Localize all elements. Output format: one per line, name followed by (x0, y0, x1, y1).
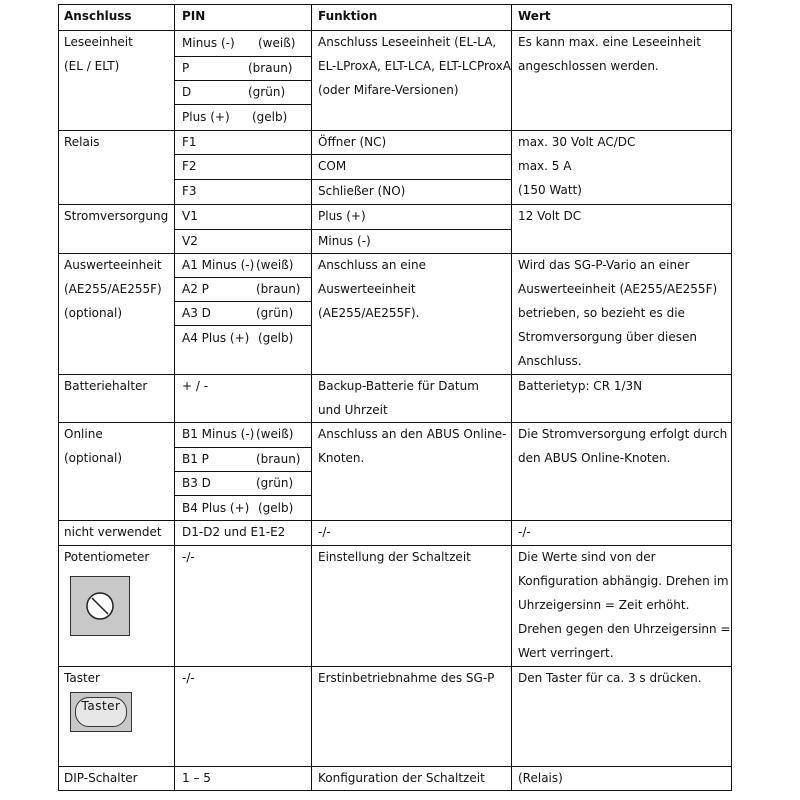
pin-taster: -/- (182, 671, 195, 685)
leseeinheit-anschluss: Leseeinheit (EL / ELT) (64, 35, 133, 73)
connection-table (58, 4, 732, 791)
taster-funktion: Erstinbetriebnahme des SG-P (318, 671, 495, 685)
taster-button-icon: Taster (75, 697, 127, 727)
header-pin: PIN (182, 9, 206, 23)
leseeinheit-wert: Es kann max. eine Leseeinheit angeschlossen werden. (518, 35, 701, 73)
pin-a1: A1 Minus (-) (weiß) (182, 258, 294, 272)
pin-nicht: D1-D2 und E1-E2 (182, 525, 286, 539)
pin-b1-minus: B1 Minus (-) (weiß) (182, 427, 294, 441)
auswerte-wert: Wird das SG-P-Vario an einer Auswerteeinheit (AE255/AE255F) betrieben, so bezieht es die Stromversorgung über diesen Anschluss. (518, 258, 718, 368)
auswerte-funktion: Anschluss an eine Auswerteeinheit (AE255/AE255F). (318, 258, 427, 320)
header-wert: Wert (518, 9, 551, 23)
pin-a2: A2 P (braun) (182, 282, 301, 296)
pin-f2: F2 (182, 159, 197, 173)
header-funktion: Funktion (318, 9, 378, 23)
strom-funktion-plus: Plus (+) (318, 209, 366, 223)
pin-minus: Minus (-) (weiß) (182, 36, 296, 50)
online-wert: Die Stromversorgung erfolgt durch den ABUS Online-Knoten. (518, 427, 728, 465)
pin-b3: B3 D (grün) (182, 476, 294, 490)
leseeinheit-funktion: Anschluss Leseeinheit (EL-LA, EL-LProxA, ELT-LCA, ELT-LCProxA (oder Mifare-Versionen) (318, 35, 511, 97)
strom-anschluss: Stromversorgung (64, 209, 169, 223)
taster-image (70, 692, 132, 732)
taster-wert: Den Taster für ca. 3 s drücken. (518, 671, 702, 685)
pin-b4: B4 Plus (+) (gelb) (182, 501, 294, 515)
relais-funktion-nc: Öffner (NC) (318, 135, 387, 149)
pin-plus: Plus (+) (gelb) (182, 110, 288, 124)
poti-anschluss: Potentiometer (64, 550, 150, 564)
pin-f1: F1 (182, 135, 197, 149)
nicht-anschluss: nicht verwendet (64, 525, 162, 539)
pin-v1: V1 (182, 209, 198, 223)
taster-anschluss: Taster (64, 671, 100, 685)
batterie-wert: Batterietyp: CR 1/3N (518, 379, 643, 393)
strom-funktion-minus: Minus (-) (318, 234, 371, 248)
auswerte-anschluss: Auswerteeinheit (AE255/AE255F) (optional) (64, 258, 162, 320)
online-funktion: Anschluss an den ABUS Online- Knoten. (318, 427, 507, 465)
header-anschluss: Anschluss (64, 9, 132, 23)
pin-b1-p: B1 P (braun) (182, 452, 301, 466)
dip-wert: (Relais) (518, 771, 563, 785)
batterie-funktion: Backup-Batterie für Datum und Uhrzeit (318, 379, 479, 417)
relais-anschluss: Relais (64, 135, 100, 149)
batterie-anschluss: Batteriehalter (64, 379, 148, 393)
poti-funktion: Einstellung der Schaltzeit (318, 550, 471, 564)
relais-funktion-com: COM (318, 159, 347, 173)
pin-poti: -/- (182, 550, 195, 564)
pin-a3: A3 D (grün) (182, 306, 294, 320)
relais-wert: max. 30 Volt AC/DC max. 5 A (150 Watt) (518, 135, 636, 197)
potentiometer-image (70, 576, 130, 636)
pin-d: D (grün) (182, 85, 286, 99)
nicht-funktion: -/- (318, 525, 331, 539)
poti-wert: Die Werte sind von der Konfiguration abhängig. Drehen im Uhrzeigersinn = Zeit erhöht. Drehen gegen den Uhrzeigersinn = Wert verringert. (518, 550, 731, 660)
pin-f3: F3 (182, 184, 197, 198)
pin-v2: V2 (182, 234, 198, 248)
pin-a4: A4 Plus (+) (gelb) (182, 331, 294, 345)
strom-wert: 12 Volt DC (518, 209, 582, 223)
dip-funktion: Konfiguration der Schaltzeit (318, 771, 485, 785)
nicht-wert: -/- (518, 525, 531, 539)
pin-batterie: + / - (182, 379, 209, 393)
pin-p: P (braun) (182, 61, 293, 75)
online-anschluss: Online (optional) (64, 427, 122, 465)
relais-funktion-no: Schließer (NO) (318, 184, 406, 198)
dip-anschluss: DIP-Schalter (64, 771, 138, 785)
pin-dip: 1 – 5 (182, 771, 211, 785)
potentiometer-icon (71, 577, 129, 635)
